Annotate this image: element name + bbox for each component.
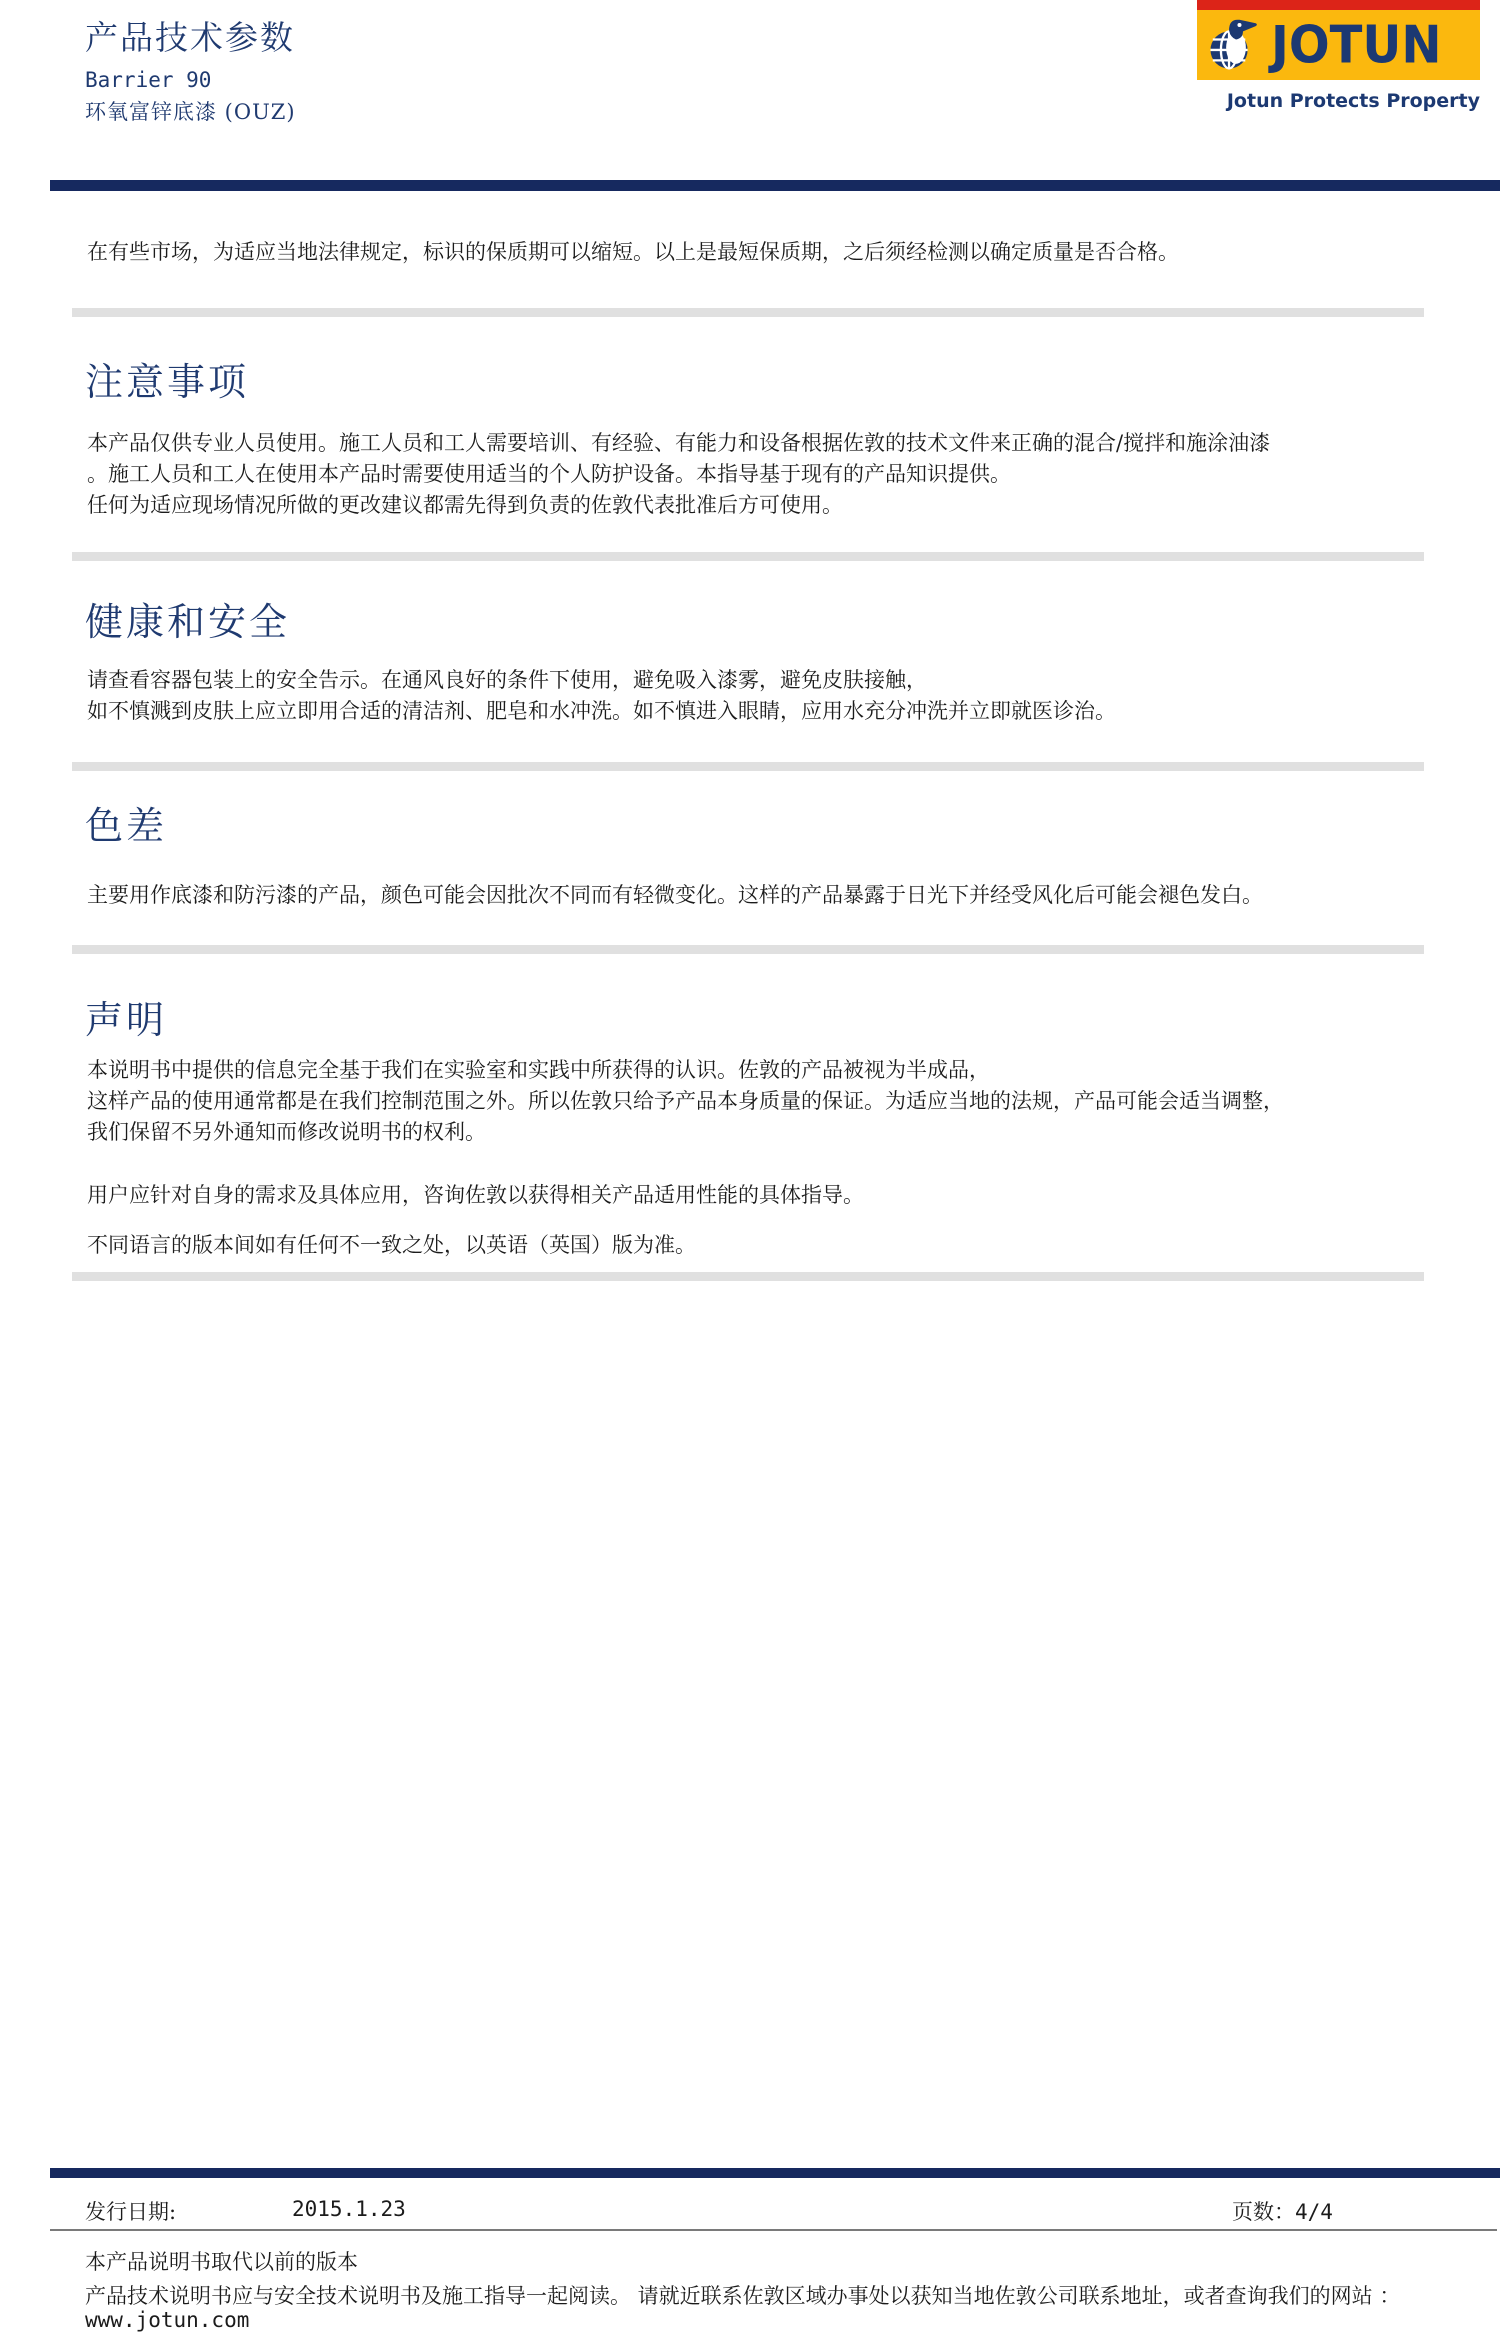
disclaimer-line: 用户应针对自身的需求及具体应用，咨询佐敦以获得相关产品适用性能的具体指导。 [87,1183,864,1207]
website-link[interactable] [85,2308,249,2332]
intro-paragraph [87,237,1457,268]
pages-value: 4/4 [1295,2200,1333,2224]
section-title-disclaimer: 声明 [85,998,168,1042]
logo-wordmark: JOTUN [1271,14,1442,76]
color-diff-line: 主要用作底漆和防污漆的产品，颜色可能会因批次不同而有轻微变化。这样的产品暴露于日光下并经受风化后可能会褪色发白。 [87,883,1263,907]
supersede-note: 本产品说明书取代以前的版本 [85,2250,358,2274]
notes-line: 。施工人员和工人在使用本产品时需要使用适当的个人防护设备。本指导基于现有的产品知识提供。 [87,462,1011,486]
section-title-notes: 注意事项 [85,360,250,404]
penguin-globe-icon [1207,14,1265,76]
color-diff-paragraph [87,880,1457,911]
disclaimer-line: 这样产品的使用通常都是在我们控制范围之外。所以佐敦只给予产品本身质量的保证。为适应当地的法规，产品可能会适当调整， [87,1089,1284,1113]
logo-red-stripe [1197,0,1480,10]
disclaimer-paragraph-1 [87,1055,1457,1148]
footer-separator-line [50,2229,1497,2231]
section-divider [72,945,1424,954]
notes-line: 本产品仅供专业人员使用。施工人员和工人需要培训、有经验、有能力和设备根据佐敦的技术文件来正确的混合/搅拌和施涂油漆 [87,431,1271,455]
footer-rule [50,2168,1500,2178]
pages-label: 页数： [1232,2200,1295,2224]
section-divider [72,308,1424,317]
issue-date-value: 2015.1.23 [292,2197,406,2221]
product-name: Barrier 90 [85,68,212,92]
page-title: 产品技术参数 [85,18,295,57]
issue-date-label: 发行日期: [85,2200,177,2224]
header-rule [50,180,1500,191]
disclaimer-paragraph-3 [87,1230,1457,1261]
notes-line: 任何为适应现场情况所做的更改建议都需先得到负责的佐敦代表批准后方可使用。 [87,493,843,517]
notes-paragraph [87,428,1457,521]
logo-yellow-box [1197,10,1480,80]
website-url[interactable]: www.jotun.com [85,2308,250,2332]
logo-tagline: Jotun Protects Property [1226,90,1480,112]
read-note: 产品技术说明书应与安全技术说明书及施工指导一起阅读。 请就近联系佐敦区域办事处以获知当地佐敦公司联系地址，或者查询我们的网站 ： [85,2284,1401,2308]
health-paragraph [87,665,1457,727]
intro-text: 在有些市场，为适应当地法律规定，标识的保质期可以缩短。以上是最短保质期，之后须经检测以确定质量是否合格。 [87,240,1179,264]
jotun-logo [1197,0,1480,80]
disclaimer-line: 本说明书中提供的信息完全基于我们在实验室和实践中所获得的认识。佐敦的产品被视为半成品， [87,1058,990,1082]
health-line: 请查看容器包装上的安全告示。在通风良好的条件下使用，避免吸入漆雾，避免皮肤接触， [87,668,927,692]
disclaimer-line: 我们保留不另外通知而修改说明书的权利。 [87,1120,486,1144]
section-divider [72,1272,1424,1281]
section-title-health: 健康和安全 [85,600,291,644]
product-subtitle: 环氧富锌底漆 (OUZ) [85,100,296,124]
section-divider [72,552,1424,561]
page-count [1232,2196,1333,2226]
section-title-color-diff: 色差 [85,804,168,848]
section-divider [72,762,1424,771]
health-line: 如不慎溅到皮肤上应立即用合适的清洁剂、肥皂和水冲洗。如不慎进入眼睛，应用水充分冲洗并立即就医诊治。 [87,699,1116,723]
disclaimer-line: 不同语言的版本间如有任何不一致之处，以英语（英国）版为准。 [87,1233,696,1257]
disclaimer-paragraph-2 [87,1180,1457,1211]
